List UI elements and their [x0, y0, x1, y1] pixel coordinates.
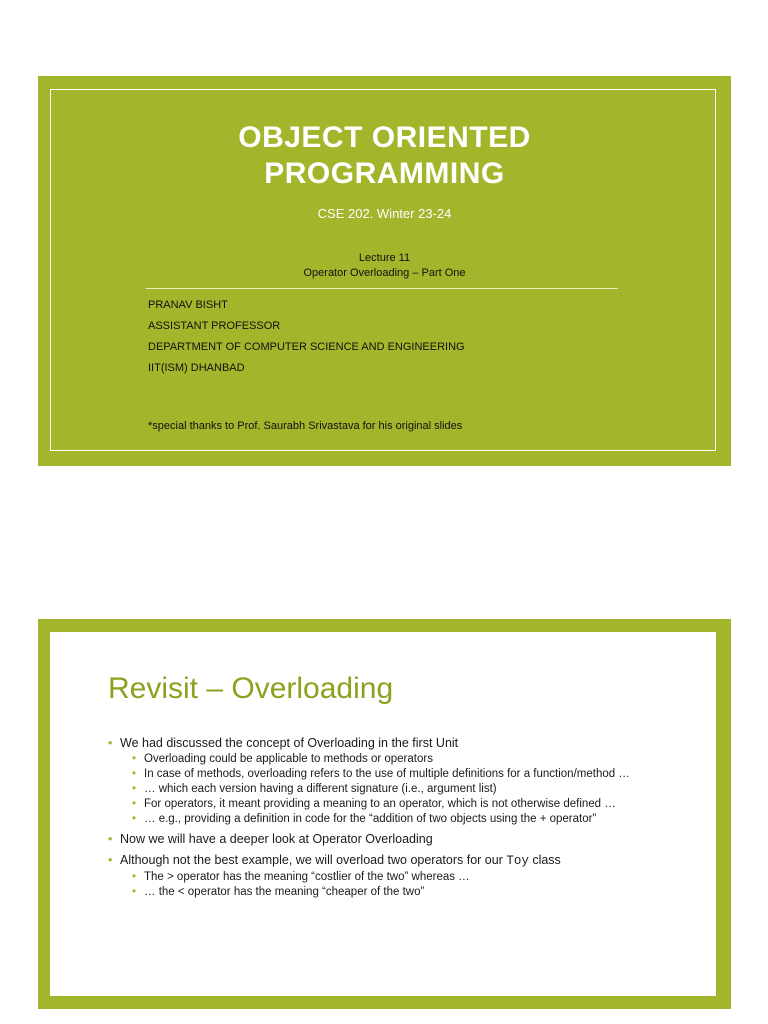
slide-panel	[50, 632, 716, 996]
sub-bullet-item: • … e.g., providing a definition in code for the “addition of two objects using the + operator”	[120, 813, 688, 826]
sub-bullet-item: • … the < operator has the meaning “cheaper of the two”	[120, 886, 688, 899]
bullet-text: We had discussed the concept of Overloading in the first Unit	[120, 736, 459, 750]
title-line-1: OBJECT ORIENTED	[238, 121, 531, 154]
code-text: Toy	[506, 854, 529, 868]
title-slide	[38, 76, 731, 466]
course-code: CSE 202. Winter 23-24	[317, 206, 452, 221]
bullet-item	[108, 853, 688, 899]
sub-bullet-item: • For operators, it meant providing a meaning to an operator, which is not otherwise defined …	[120, 798, 688, 811]
bullet-text: Although not the best example, we will overload two operators for our	[120, 853, 507, 867]
bullet-item: • Now we will have a deeper look at Operator Overloading	[108, 832, 688, 847]
lecture-topic: Operator Overloading – Part One	[303, 267, 466, 279]
bullet-list	[108, 736, 688, 905]
content-slide	[38, 619, 731, 1009]
lecture-number: Lecture 11	[358, 252, 411, 264]
sub-bullet-item: • The > operator has the meaning “costlier of the two” whereas …	[120, 871, 688, 884]
sub-bullet-item: • Overloading could be applicable to methods or operators	[120, 753, 688, 766]
author-block	[148, 295, 465, 379]
title-line-2: PROGRAMMING	[264, 157, 505, 190]
acknowledgement: *special thanks to Prof. Saurabh Srivastava for his original slides	[148, 420, 463, 432]
sub-bullet-item: • In case of methods, overloading refers to the use of multiple definitions for a function/method …	[120, 768, 688, 781]
author-department: DEPARTMENT OF COMPUTER SCIENCE AND ENGINEERING	[148, 341, 465, 353]
sub-bullet-item: • … which each version having a different signature (i.e., argument list)	[120, 783, 688, 796]
lecture-info	[38, 251, 731, 281]
author-position: ASSISTANT PROFESSOR	[148, 320, 281, 332]
bullet-item	[108, 736, 688, 826]
bullet-text-end: class	[528, 853, 561, 867]
author-institute: IIT(ISM) DHANBAD	[148, 362, 245, 374]
slide-title	[38, 120, 731, 192]
slide-title: Revisit – Overloading	[108, 672, 394, 705]
divider	[146, 288, 618, 289]
author-name: PRANAV BISHT	[148, 299, 228, 311]
